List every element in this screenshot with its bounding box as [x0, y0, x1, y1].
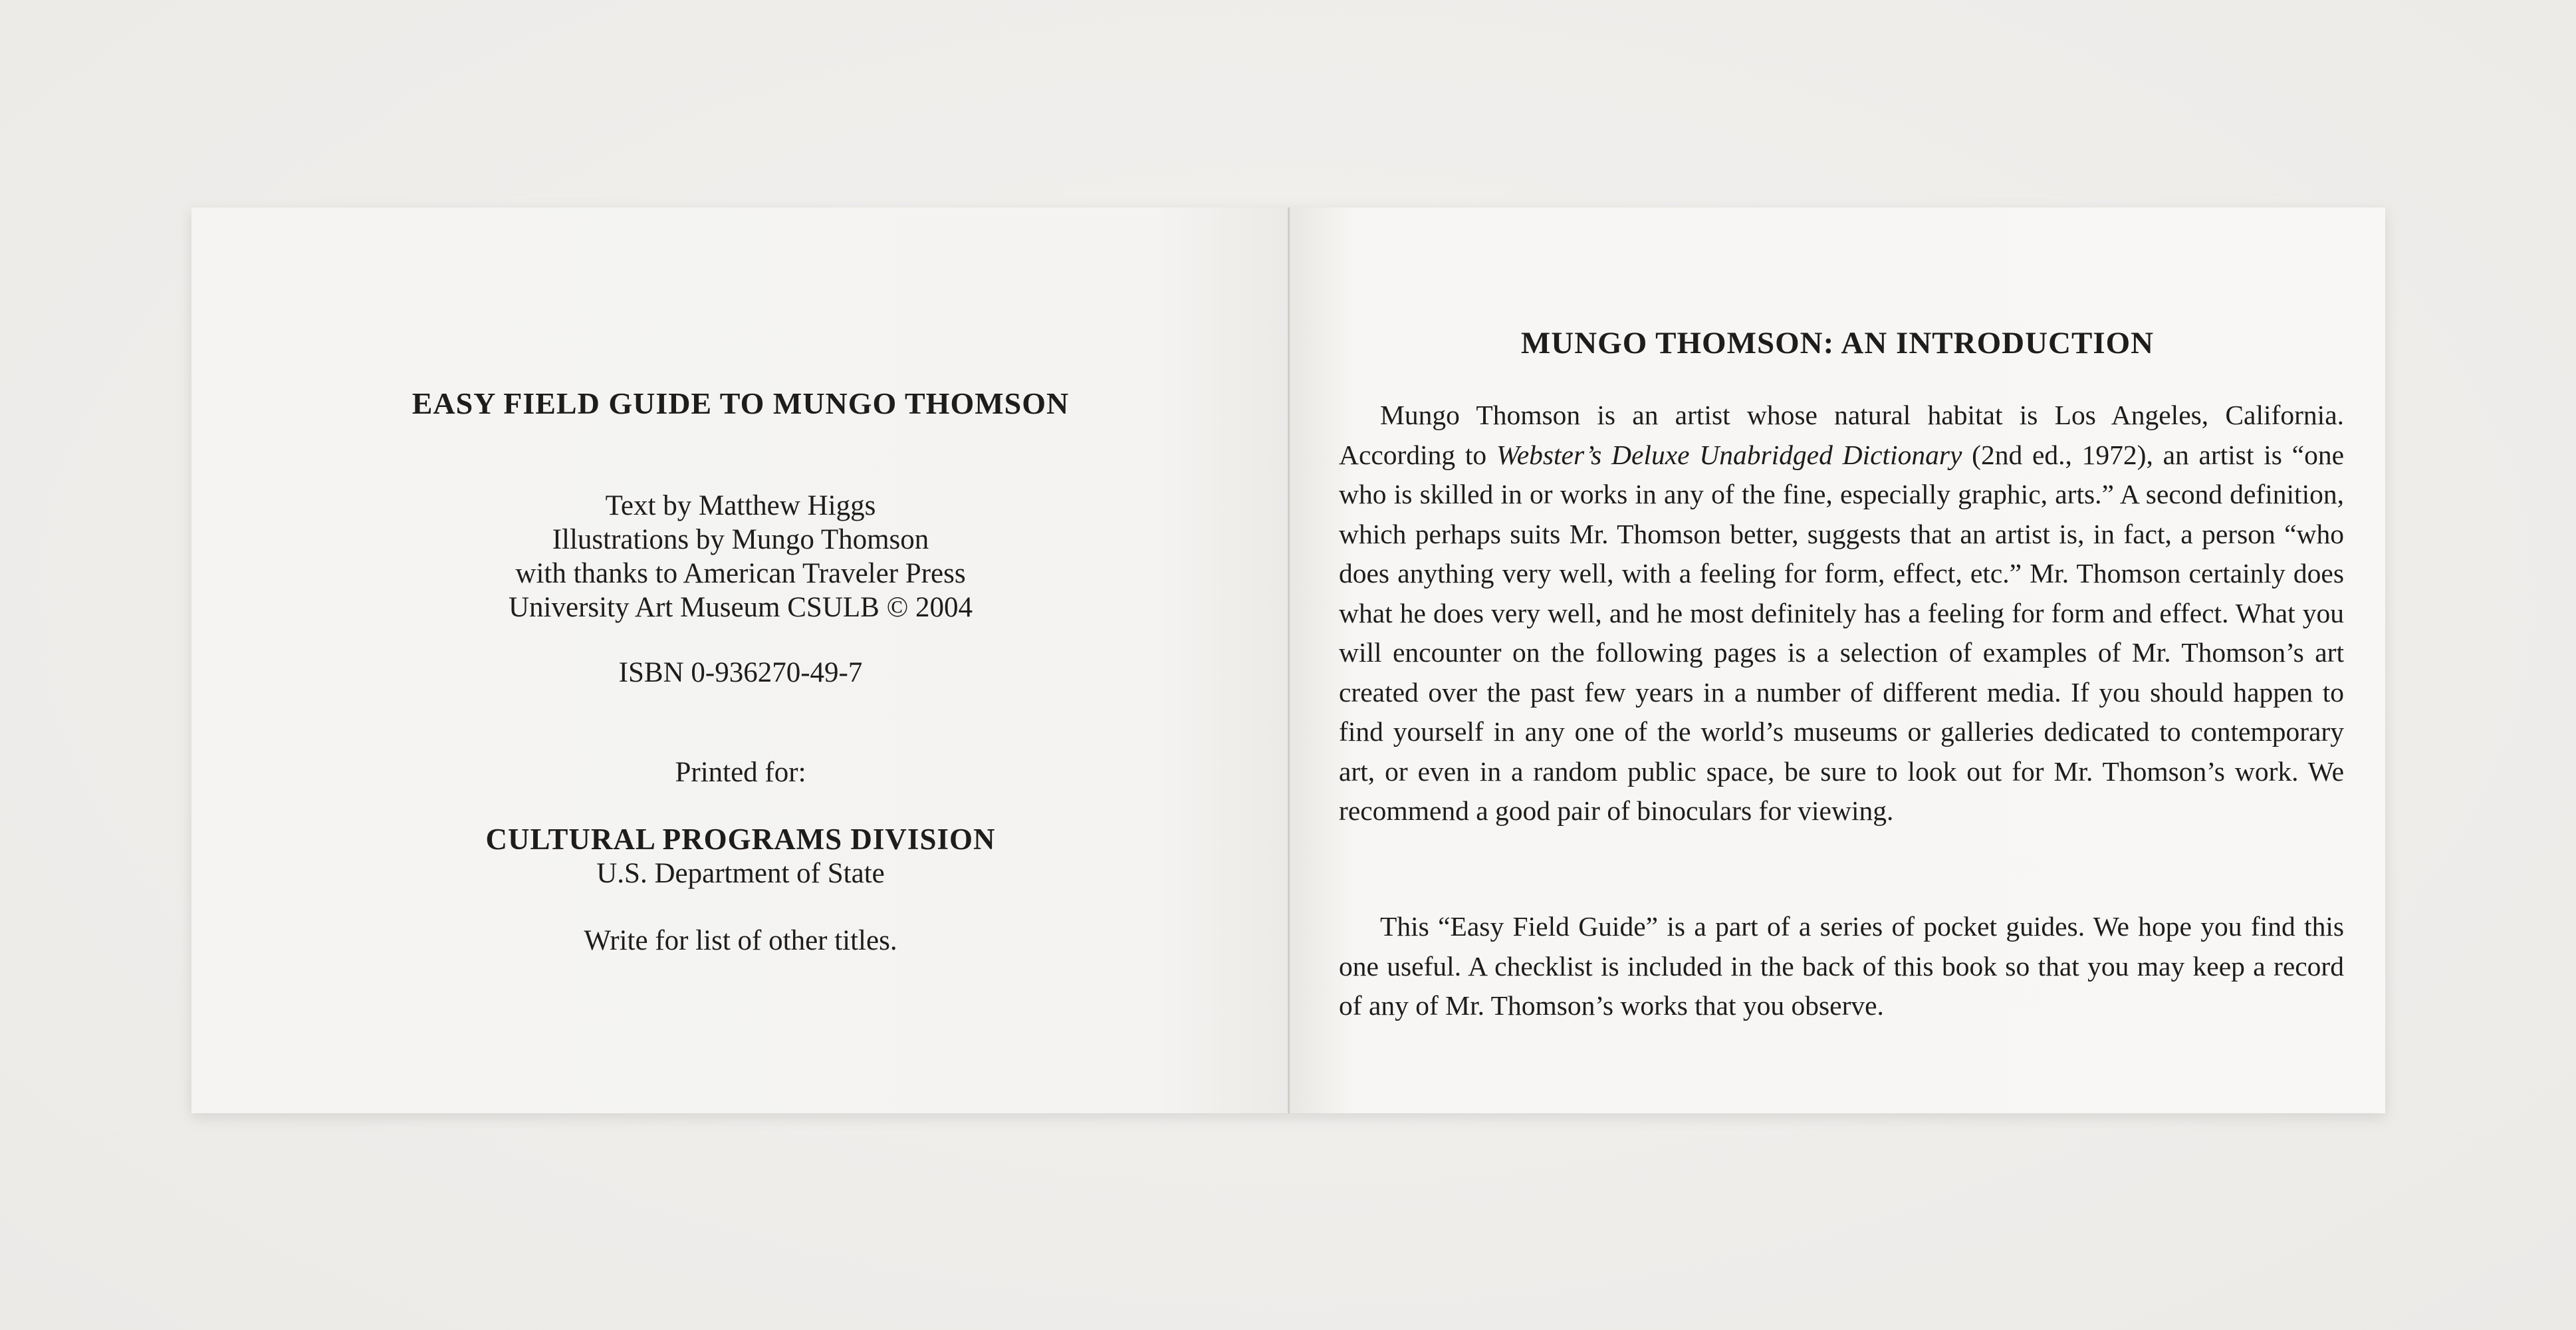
credits-block — [191, 489, 1290, 624]
credit-line: Text by Matthew Higgs — [605, 490, 876, 521]
credit-line: University Art Museum CSULB © 2004 — [509, 592, 973, 623]
dictionary-title: Webster’s Deluxe Unabridged Dictionary — [1496, 439, 1962, 470]
printed-for-label: Printed for: — [675, 757, 806, 788]
credit-line: Illustrations by Mungo Thomson — [552, 524, 929, 555]
introduction-title: MUNGO THOMSON: AN INTRODUCTION — [1520, 326, 2155, 360]
paragraph-text: Mungo Thomson is an artist whose natural habitat is Los Angeles, California. According to — [1339, 400, 2344, 470]
credit-line: with thanks to American Traveler Press — [515, 558, 966, 589]
booklet-title: EASY FIELD GUIDE TO MUNGO THOMSON — [411, 386, 1070, 420]
paragraph-text: This “Easy Field Guide” is a part of a series of pocket guides. We hope you find this one useful. A checklist is included in the back of this book so that you may keep a record of any of Mr. Thomson’s works that you observe. — [1339, 911, 2344, 1021]
paragraph-text: (2nd ed., 1972), an artist is “one who is skilled in or works in any of the fine, especially graphic, arts.” A second definition, which perhaps suits Mr. Thomson better, suggests that an artist is, in fact, a person “who does anything very well, with a feeling for form, effect, etc.” Mr. Thomson certainly does what he does very well, and he most definitely has a feeling for form and effect. What you will encounter on the following pages is a selection of examples of Mr. Thomson’s art created over the past few years in a number of different media. If you should happen to find yourself in any one of the world’s museums or galleries dedicated to contemporary art, or even in a random public space, be sure to look out for Mr. Thomson’s work. We recommend a good pair of binoculars for viewing. — [1339, 439, 2344, 826]
department-name: U.S. Department of State — [596, 858, 885, 889]
right-page — [1290, 207, 2385, 1113]
write-for-titles: Write for list of other titles. — [584, 925, 897, 956]
left-page — [191, 207, 1290, 1113]
division-name: CULTURAL PROGRAMS DIVISION — [485, 823, 996, 856]
open-booklet — [191, 207, 2385, 1113]
introduction-paragraph-2 — [1339, 907, 2344, 1026]
isbn: ISBN 0-936270-49-7 — [618, 657, 863, 688]
introduction-paragraph-1 — [1339, 396, 2344, 831]
